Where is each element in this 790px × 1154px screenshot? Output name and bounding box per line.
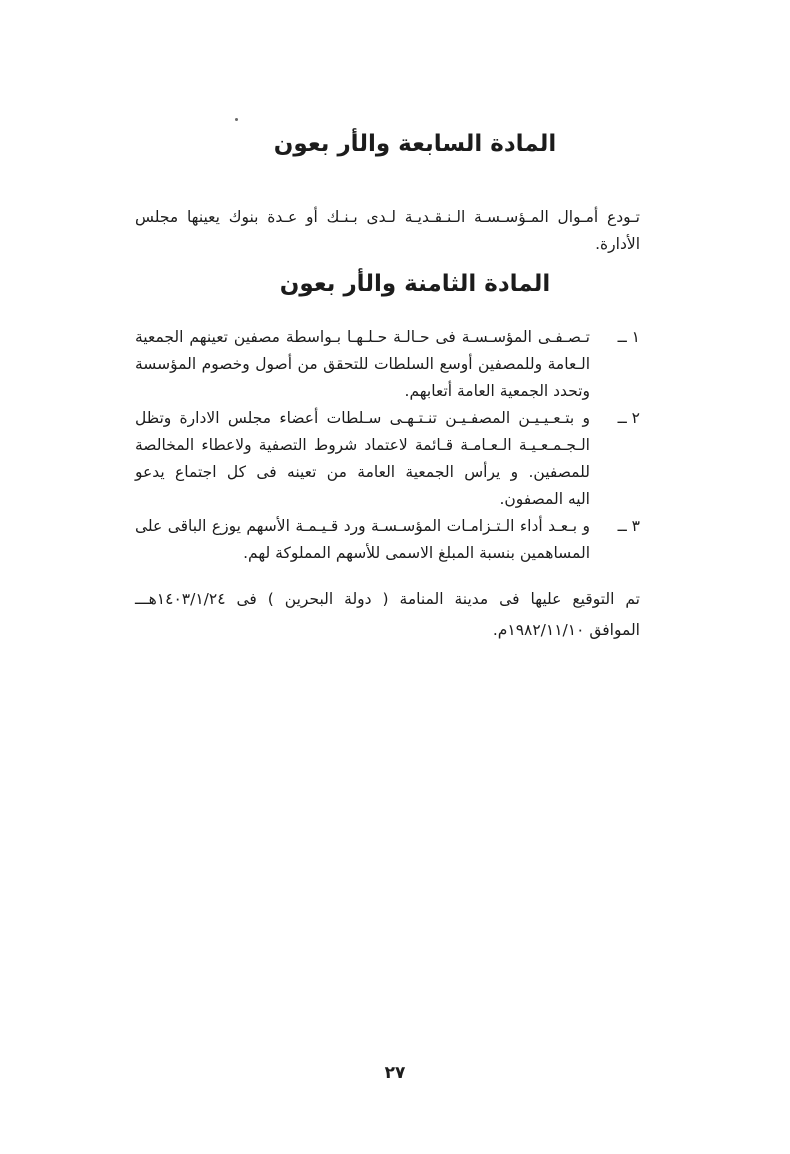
text-line: تم التوقيع عليها فى مدينة المنامة ( دولة البحرين ) فى ١٤٠٣/١/٢٤هـــ xyxy=(135,590,640,608)
text-line: الموافق ١٩٨٢/١١/١٠م. xyxy=(492,621,640,639)
article-48-list xyxy=(135,324,640,567)
item-3-text xyxy=(135,513,590,567)
signing-statement xyxy=(135,584,640,646)
text-line: المساهمين بنسبة المبلغ الاسمى للأسهم المملوكة لهم. xyxy=(243,544,590,562)
item-2-number: ٢ ــ xyxy=(617,409,640,427)
scan-speck xyxy=(235,118,238,121)
article-47-title: المادة السابعة والأر بعون xyxy=(273,131,557,157)
text-line: الـجـمـعـيـة الـعـامـة قـائمة لاعتماد شروط التصفية ولاعطاء المخالصة xyxy=(135,436,590,454)
page-number: ٢٧ xyxy=(384,1063,406,1083)
article-48-title: المادة الثامنة والأر بعون xyxy=(279,271,551,297)
item-1-text xyxy=(135,324,590,405)
text-line: و بـعـد أداء الـتـزامـات المؤسـسـة ورد قـيـمـة الأسهم يوزع الباقى على xyxy=(135,517,590,535)
text-line: تـودع أمـوال المـؤسـسـة الـنـقـديـة لـدى بـنـك أو عـدة بنوك يعينها مجلس xyxy=(135,208,640,226)
article-47-body xyxy=(135,204,640,258)
text-line: وتحدد الجمعية العامة أتعابهم. xyxy=(404,382,590,400)
article-48-item-1 xyxy=(135,324,640,405)
item-2-text xyxy=(135,405,590,513)
item-3-number: ٣ ــ xyxy=(617,517,640,535)
item-1-number: ١ ــ xyxy=(617,328,640,346)
text-line: الـعامة وللمصفين أوسع السلطات للتحقق من أصول وخصوم المؤسسة xyxy=(135,355,590,373)
article-48-item-2 xyxy=(135,405,640,513)
article-48-item-3 xyxy=(135,513,640,567)
text-line: للمصفين. و يرأس الجمعية العامة من تعينه فى كل اجتماع يدعو xyxy=(135,463,590,481)
text-line: و بتـعـيـيـن المصفـيـن تنـتـهـى سـلطات أعضاء مجلس الادارة وتظل xyxy=(135,409,590,427)
text-line: اليه المصفون. xyxy=(499,490,590,508)
text-line: الأدارة. xyxy=(595,235,640,253)
text-line: تـصـفـى المؤسـسـة فى حـالـة حـلـهـا بـواسطة مصفين تعينهم الجمعية xyxy=(135,328,590,346)
